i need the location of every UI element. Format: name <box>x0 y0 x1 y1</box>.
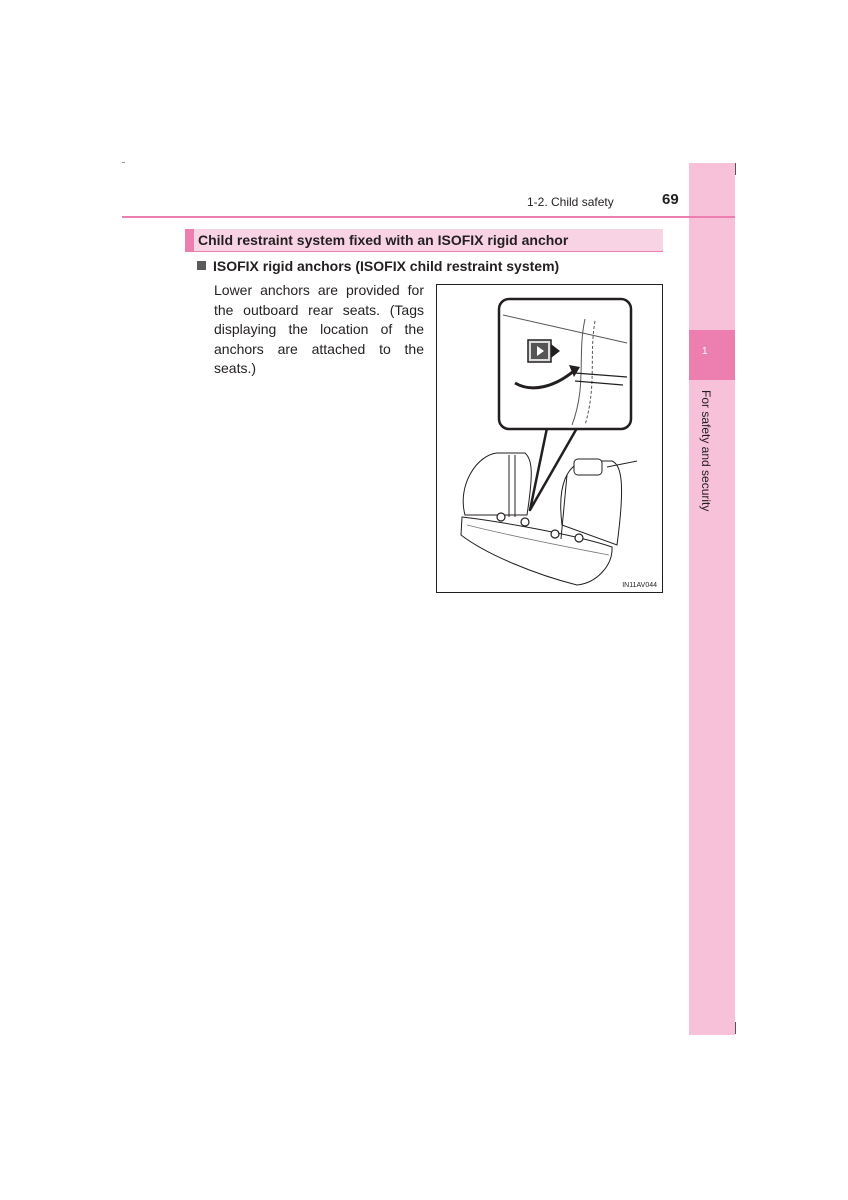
chapter-side-tab <box>689 163 735 1035</box>
figure-code: IN11AV044 <box>622 582 657 589</box>
header-rule <box>122 216 735 218</box>
crop-tick <box>735 1022 736 1034</box>
subheading <box>197 258 559 274</box>
section-heading-text: Child restraint system fixed with an ISOFIX rigid anchor <box>198 232 569 248</box>
section-heading <box>185 229 663 251</box>
chapter-title: For safety and security <box>699 390 713 512</box>
chapter-number: 1 <box>702 346 708 357</box>
body-paragraph: Lower anchors are provided for the outboard rear seats. (Tags displaying the location of the anchors are attached to the seats.) <box>214 282 424 376</box>
crop-mark <box>122 162 125 163</box>
crop-tick <box>735 163 736 175</box>
rear-seat-illustration <box>437 285 663 593</box>
heading-rule <box>185 251 663 252</box>
chapter-number-tab[interactable] <box>689 330 735 380</box>
subheading-text: ISOFIX rigid anchors (ISOFIX child restraint system) <box>213 258 560 274</box>
page-number: 69 <box>662 191 679 208</box>
square-bullet-icon <box>197 261 206 270</box>
section-title: 1-2. Child safety <box>527 195 614 209</box>
isofix-anchor-illustration <box>436 284 663 593</box>
